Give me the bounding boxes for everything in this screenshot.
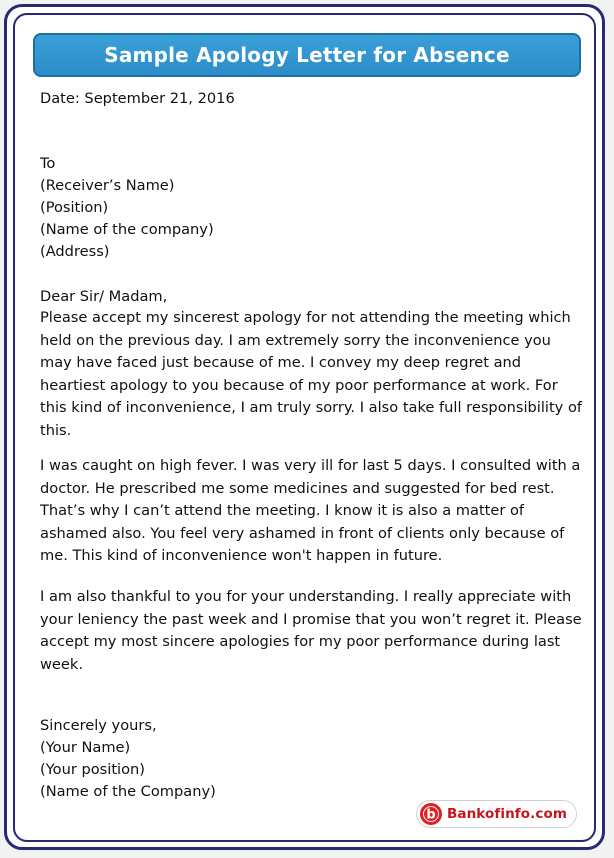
- salutation: Dear Sir/ Madam,: [40, 288, 168, 305]
- paragraph-reason: I was caught on high fever. I was very ill for last 5 days. I consulted with a doctor. He prescribed me some medicines and suggested for bed rest. That’s why I can’t attend the meeting. I know it is also a matter of ashamed also. You feel very ashamed in front of clients only because of me. This kind of inconvenience won't happen in future.: [40, 457, 581, 564]
- bankofinfo-logo-icon: [420, 803, 442, 825]
- recipient-position: (Position): [40, 199, 109, 216]
- closing-your-position: (Your position): [40, 761, 145, 778]
- closing-company-name: (Name of the Company): [40, 783, 216, 800]
- paragraph-thanks: I am also thankful to you for your understanding. I really appreciate with your leniency the past week and I promise that you won’t regret it. Please accept my most sincere apologies for my poor performance during last week.: [40, 588, 582, 673]
- logo-letter: b: [426, 807, 436, 823]
- watermark-text: Bankofinfo.com: [447, 806, 568, 822]
- recipient-to: To: [40, 155, 56, 172]
- recipient-name: (Receiver’s Name): [40, 177, 175, 194]
- recipient-company: (Name of the company): [40, 221, 214, 238]
- paragraph-apology: Please accept my sincerest apology for not attending the meeting which held on the previous day. I am extremely sorry the inconvenience you may have faced just because of me. I convey my deep regret and heartiest apology to you because of my poor performance at work. For this kind of inconvenience, I am truly sorry. I also take full responsibility of this.: [40, 309, 583, 439]
- recipient-address: (Address): [40, 243, 110, 260]
- page-title: Sample Apology Letter for Absence: [104, 43, 510, 67]
- closing-your-name: (Your Name): [40, 739, 131, 756]
- site-watermark: [416, 800, 577, 828]
- title-banner: [33, 33, 581, 77]
- date-line: Date: September 21, 2016: [40, 90, 235, 107]
- closing-sign-off: Sincerely yours,: [40, 717, 157, 734]
